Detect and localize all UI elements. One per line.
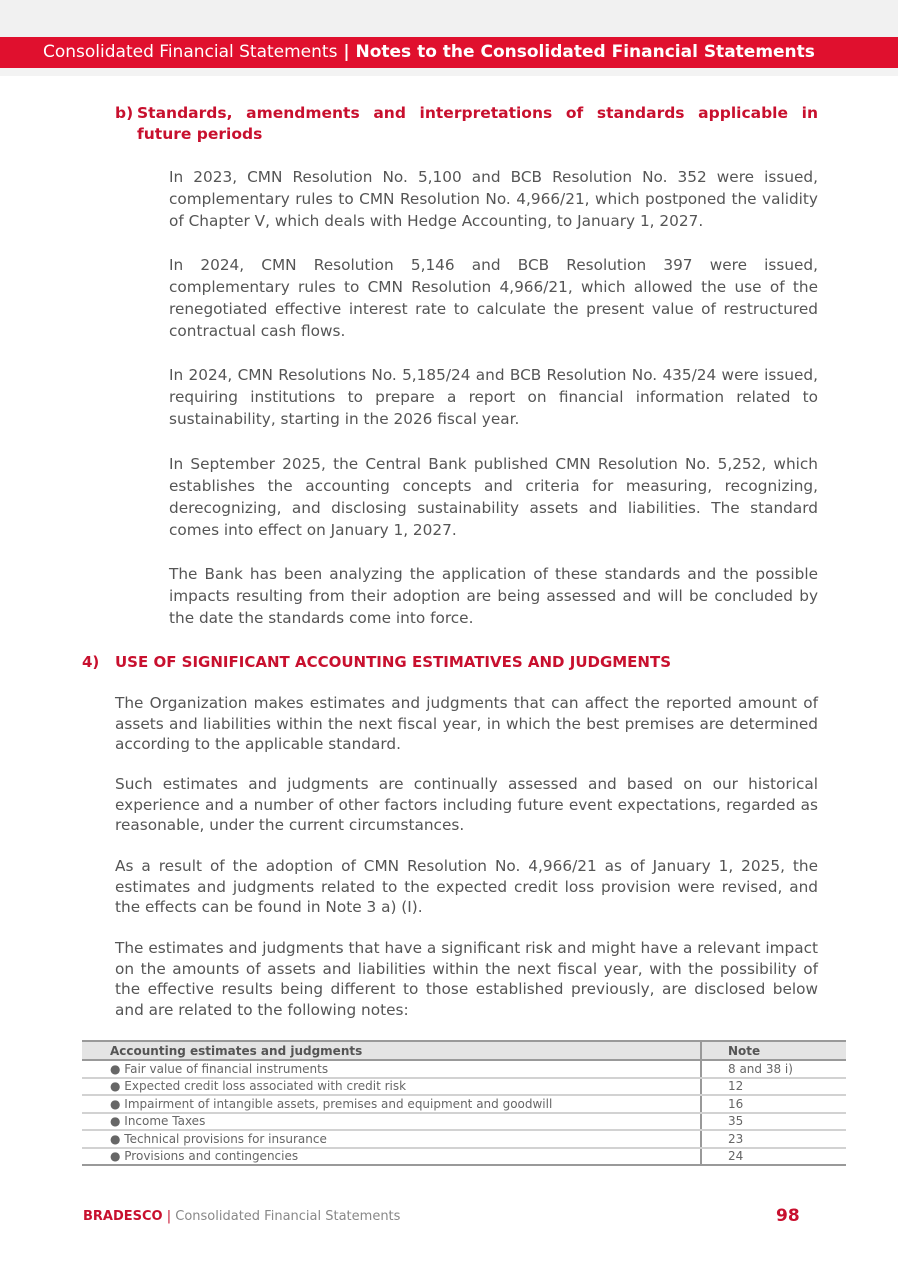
footer-document-title: Consolidated Financial Statements [175, 1209, 401, 1224]
header-underline [0, 68, 898, 76]
header-separator: | [337, 42, 356, 62]
table-cell: ● Technical provisions for insurance [82, 1130, 701, 1148]
table-cell: ● Provisions and contingencies [82, 1148, 701, 1166]
table-cell: 12 [701, 1078, 846, 1096]
table-row [82, 1148, 846, 1166]
table-cell: ● Income Taxes [82, 1113, 701, 1131]
footer-separator: | [162, 1209, 176, 1224]
footer-brand: BRADESCO [83, 1209, 163, 1224]
section-title: USE OF SIGNIFICANT ACCOUNTING ESTIMATIVES AND JUDGMENTS [115, 653, 672, 671]
column-header-estimates: Accounting estimates and judgments [82, 1041, 701, 1060]
subsection-b-heading [115, 103, 818, 145]
footer [83, 1209, 400, 1224]
header-subsection: Notes to the Consolidated Financial Statements [355, 42, 815, 62]
paragraph: In 2024, CMN Resolutions No. 5,185/24 and BCB Resolution No. 435/24 were issued, requiring institutions to prepare a report on financial information related to sustainability, starting in the 2026 fiscal year. [169, 366, 818, 428]
table-row [82, 1113, 846, 1131]
table-row [82, 1130, 846, 1148]
table-cell: 24 [701, 1148, 846, 1166]
table-cell: 16 [701, 1095, 846, 1113]
table-row [82, 1078, 846, 1096]
table-cell: 35 [701, 1113, 846, 1131]
header-band [0, 37, 898, 68]
header-title [43, 42, 815, 62]
paragraph: The Bank has been analyzing the application of these standards and the possible impacts resulting from their adoption are being assessed and will be concluded by the date the standards come into force. [169, 565, 818, 627]
paragraph: In September 2025, the Central Bank published CMN Resolution No. 5,252, which establishes the accounting concepts and criteria for measuring, recognizing, derecognizing, and disclosing sustainability assets and liabilities. The standard comes into effect on January 1, 2027. [169, 455, 818, 539]
page-number: 98 [776, 1206, 800, 1226]
section-number: 4) [82, 653, 100, 671]
paragraph: In 2023, CMN Resolution No. 5,100 and BCB Resolution No. 352 were issued, complementary rules to CMN Resolution No. 4,966/21, which postponed the validity of Chapter V, which deals with Hedge Accounting, to January 1, 2027. [169, 168, 818, 230]
table-cell: 8 and 38 i) [701, 1060, 846, 1078]
subsection-b-title: Standards, amendments and interpretations of standards applicable in future periods [137, 104, 818, 143]
table-cell: ● Expected credit loss associated with credit risk [82, 1078, 701, 1096]
estimates-table [82, 1040, 846, 1166]
table-header-row [82, 1041, 846, 1060]
paragraph: In 2024, CMN Resolution 5,146 and BCB Resolution 397 were issued, complementary rules to CMN Resolution 4,966/21, which allowed the use of the renegotiated effective interest rate to calculate the present value of restructured contractual cash flows. [169, 256, 818, 340]
paragraph: As a result of the adoption of CMN Resolution No. 4,966/21 as of January 1, 2025, the estimates and judgments related to the expected credit loss provision were revised, and the effects can be found in Note 3 a) (I). [115, 857, 818, 916]
header-section: Consolidated Financial Statements [43, 42, 338, 62]
paragraph: The estimates and judgments that have a significant risk and might have a relevant impact on the amounts of assets and liabilities within the next fiscal year, with the possibility of the effective results being different to those established previously, are disclosed below and are related to the following notes: [115, 939, 818, 1019]
paragraph: Such estimates and judgments are continually assessed and based on our historical experience and a number of other factors including future event expectations, regarded as reasonable, under the current circumstances. [115, 775, 818, 834]
table-cell: 23 [701, 1130, 846, 1148]
table-row [82, 1060, 846, 1078]
subsection-b-label: b) [115, 104, 134, 122]
paragraph: The Organization makes estimates and judgments that can affect the reported amount of assets and liabilities within the next fiscal year, in which the best premises are determined according to the applicable standard. [115, 694, 818, 753]
table-row [82, 1095, 846, 1113]
column-header-note: Note [701, 1041, 846, 1060]
table-cell: ● Fair value of financial instruments [82, 1060, 701, 1078]
table-cell: ● Impairment of intangible assets, premises and equipment and goodwill [82, 1095, 701, 1113]
top-margin [0, 0, 898, 37]
